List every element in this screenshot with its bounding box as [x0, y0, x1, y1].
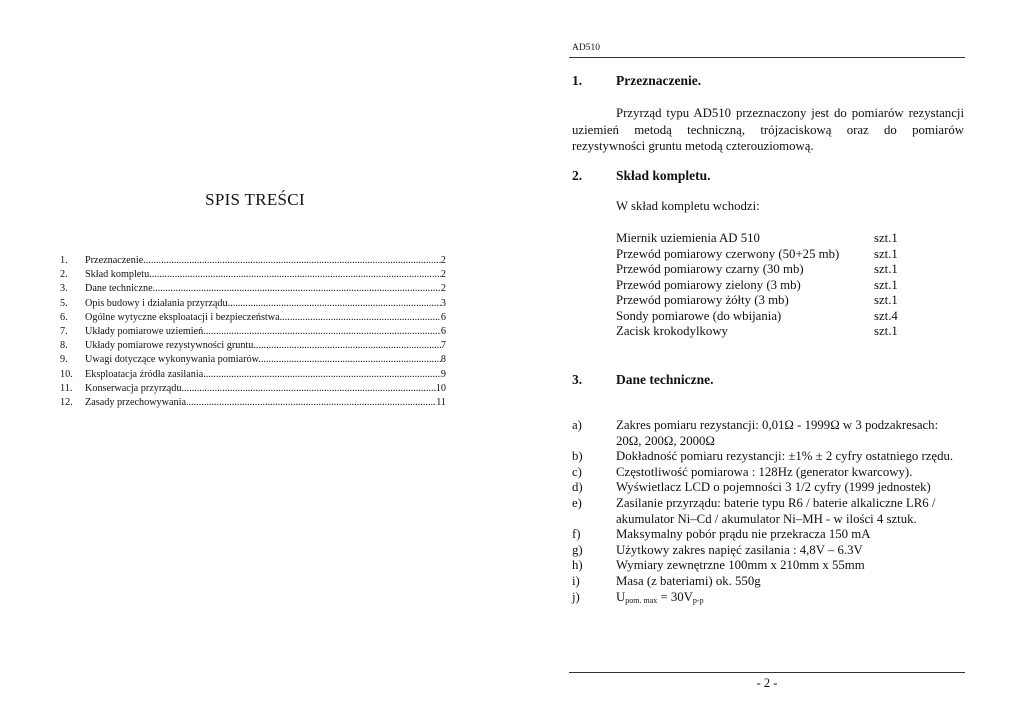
kit-intro: W skład kompletu wchodzi:: [616, 199, 760, 213]
toc-leader: [155, 282, 441, 296]
spec-letter: b): [572, 449, 583, 464]
header-divider: [569, 57, 965, 58]
toc-entry: [60, 282, 446, 296]
toc-leader: [206, 325, 441, 339]
kit-item-qty: szt.1: [874, 262, 898, 276]
section-title: Dane techniczne.: [616, 372, 714, 387]
spec-text: Użytkowy zakres napięć zasilania : 4,8V – 6.3V: [616, 542, 863, 557]
toc-page: 7: [440, 340, 446, 352]
toc-title: SPIS TREŚCI: [205, 190, 305, 209]
toc-entry: [60, 382, 446, 396]
kit-item-qty: szt.1: [874, 324, 898, 338]
toc-entry: [60, 353, 446, 367]
toc-leader: [256, 339, 441, 353]
spec-text: Wyświetlacz LCD o pojemności 3 1/2 cyfry (1999 jednostek): [616, 480, 931, 495]
table-of-contents: [60, 254, 446, 410]
kit-item-name: Sondy pomiarowe (do wbijania): [616, 308, 782, 323]
spec-text: Maksymalny pobór prądu nie przekracza 150 mA: [616, 527, 871, 542]
section-heading-purpose: [572, 73, 962, 91]
toc-text: Eksploatacja źródła zasilania.: [85, 368, 206, 380]
section-number: 3.: [572, 372, 583, 387]
toc-leader: [152, 268, 441, 282]
toc-page: 2: [440, 269, 446, 281]
toc-text: Układy pomiarowe uziemień.: [85, 325, 206, 337]
kit-item-qty: szt.1: [874, 246, 898, 261]
toc-leader: [206, 368, 441, 382]
toc-page: 2: [440, 283, 446, 295]
spec-text: Zasilanie przyrządu: baterie typu R6 / baterie alkaliczne LR6 / akumulator Ni–Cd / akumulator Ni–MH - w ilości 4 sztuk.: [616, 495, 936, 526]
toc-text: Uwagi dotyczące wykonywania pomiarów.: [85, 354, 261, 366]
section-heading-kit: [572, 168, 962, 186]
toc-number: 11.: [60, 382, 73, 394]
toc-page: 11: [436, 396, 446, 408]
toc-leader: [230, 297, 441, 311]
spec-item: [572, 496, 966, 527]
page-number: - 2 -: [756, 676, 778, 690]
kit-item: [616, 247, 916, 263]
section-title: Przeznaczenie.: [616, 73, 702, 88]
toc-number: 2.: [60, 269, 68, 281]
toc-number: 7.: [60, 325, 68, 337]
spec-letter: g): [572, 542, 583, 557]
spec-letter: j): [572, 589, 580, 604]
voltage-symbol: U: [616, 589, 626, 604]
kit-item-qty: szt.1: [874, 231, 898, 245]
spec-letter: d): [572, 480, 583, 495]
spec-text: Zakres pomiaru rezystancji: 0,01Ω - 1999Ω w 3 podzakresach: 20Ω, 200Ω, 2000Ω: [616, 418, 939, 448]
toc-leader: [261, 353, 441, 367]
toc-number: 9.: [60, 354, 68, 366]
spec-letter: i): [572, 573, 580, 588]
toc-leader: [189, 396, 437, 410]
toc-entry: [60, 325, 446, 339]
spec-item: [572, 449, 966, 465]
toc-page: 8: [440, 354, 446, 366]
toc-number: 10.: [60, 368, 73, 380]
toc-entry: [60, 339, 446, 353]
kit-item-name: Miernik uziemienia AD 510: [616, 231, 760, 245]
toc-page: 10: [435, 382, 446, 394]
kit-item-name: Przewód pomiarowy czerwony (50+25 mb): [616, 246, 840, 261]
spec-list: [572, 418, 966, 608]
toc-text: Zasady przechowywania.: [85, 396, 189, 408]
spec-text: Dokładność pomiaru rezystancji: ±1% ± 2 cyfry ostatniego rzędu.: [616, 449, 954, 464]
spec-item: [572, 418, 966, 449]
kit-item: [616, 278, 916, 294]
spec-item: [572, 543, 966, 559]
toc-leader: [282, 311, 441, 325]
page-header: AD510: [572, 43, 600, 53]
section-number: 1.: [572, 73, 583, 88]
kit-list: [616, 231, 916, 340]
voltage-pp-subscript: p-p: [692, 595, 704, 605]
kit-item: [616, 231, 916, 247]
spec-item-j: [572, 590, 966, 609]
kit-item-qty: szt.1: [874, 277, 898, 292]
kit-item-name: Zacisk krokodylkowy: [616, 324, 728, 338]
toc-entry: [60, 297, 446, 311]
section-title: Skład kompletu.: [616, 168, 711, 183]
section-number: 2.: [572, 168, 583, 183]
toc-entry: [60, 268, 446, 282]
kit-item: [616, 262, 916, 278]
toc-number: 1.: [60, 255, 68, 266]
kit-item-name: Przewód pomiarowy zielony (3 mb): [616, 277, 801, 292]
toc-page: 6: [440, 325, 446, 337]
toc-page: 2: [440, 255, 446, 266]
purpose-paragraph: Przyrząd typu AD510 przeznaczony jest do pomiarów rezystancji uziemień metodą techniczną, trójzaciskową oraz do pomiarów rezystywności gruntu metodą czterouziomową.: [572, 106, 964, 153]
kit-item-qty: szt.4: [874, 308, 898, 323]
toc-page: 3: [440, 297, 446, 309]
kit-item: [616, 293, 916, 309]
spec-text: Częstotliwość pomiarowa : 128Hz (generator kwarcowy).: [616, 464, 913, 479]
toc-entry: [60, 396, 446, 410]
kit-item-qty: szt.1: [874, 293, 898, 307]
spec-letter: e): [572, 495, 582, 510]
toc-page: 9: [440, 368, 446, 380]
toc-entry: [60, 368, 446, 382]
kit-item: [616, 309, 916, 325]
spec-item: [572, 574, 966, 590]
kit-item-name: Przewód pomiarowy czarny (30 mb): [616, 262, 804, 276]
voltage-value: = 30V: [657, 589, 693, 604]
voltage-subscript: pom. max: [625, 595, 658, 605]
kit-item: [616, 324, 916, 340]
toc-text: Układy pomiarowe rezystywności gruntu.: [85, 340, 256, 352]
toc-number: 8.: [60, 340, 68, 352]
toc-text: Dane techniczne.: [85, 283, 156, 295]
spec-letter: f): [572, 527, 581, 542]
toc-entry: [60, 254, 446, 268]
toc-text: Ogólne wytyczne eksploatacji i bezpieczeństwa.: [85, 311, 283, 323]
section-heading-specs: [572, 372, 962, 390]
toc-leader: [146, 254, 441, 268]
toc-number: 5.: [60, 297, 68, 309]
spec-letter: h): [572, 558, 583, 573]
toc-entry: [60, 311, 446, 325]
spec-text: Masa (z bateriami) ok. 550g: [616, 573, 761, 588]
toc-text: Skład kompletu.: [85, 269, 152, 281]
spec-letter: a): [572, 418, 582, 432]
toc-number: 6.: [60, 311, 68, 323]
toc-number: 3.: [60, 283, 68, 295]
spec-item: [572, 480, 966, 496]
toc-text: Konserwacja przyrządu.: [85, 382, 184, 394]
spec-item: [572, 558, 966, 574]
spec-letter: c): [572, 464, 582, 479]
kit-item-name: Przewód pomiarowy żółty (3 mb): [616, 293, 789, 307]
toc-page: 6: [440, 311, 446, 323]
footer-divider: [569, 672, 965, 673]
toc-text: Opis budowy i działania przyrządu.: [85, 297, 231, 309]
spec-item: [572, 465, 966, 481]
toc-leader: [184, 382, 436, 396]
toc-number: 12.: [60, 396, 73, 408]
spec-item: [572, 527, 966, 543]
toc-text: Przeznaczenie.: [85, 255, 146, 266]
spec-text: Wymiary zewnętrzne 100mm x 210mm x 55mm: [616, 558, 865, 573]
